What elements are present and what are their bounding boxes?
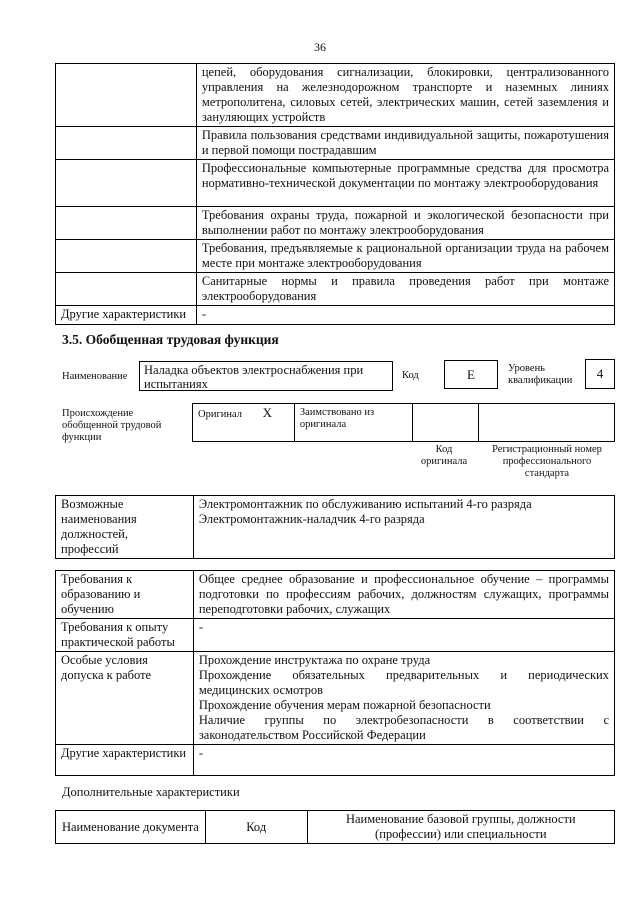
row-label (56, 127, 197, 160)
req-label: Другие характеристики (56, 745, 194, 776)
positions-table (55, 495, 615, 559)
origin-table (192, 403, 615, 442)
row-label (56, 64, 197, 127)
row-label (56, 273, 197, 306)
row-label (56, 240, 197, 273)
table-row (56, 745, 615, 776)
row-label (56, 160, 197, 207)
req-label: Особые условия допуска к работе (56, 652, 194, 745)
origin-label: Происхождение обобщенной трудовой функции (62, 408, 162, 443)
knowledge-item: Требования, предъявляемые к рациональной организации труда на рабочем месте при монтаже электрооборудования (196, 240, 614, 273)
table-row (56, 64, 615, 127)
table-row (56, 619, 615, 652)
req-label: Требования к опыту практической работы (56, 619, 194, 652)
knowledge-item: Правила пользования средствами индивидуальной защиты, пожаротушения и первой помощи пострадавшим (196, 127, 614, 160)
table-row (193, 404, 615, 442)
level-label: Уровень квалификации (508, 363, 573, 386)
original-label: Оригинал (198, 409, 242, 420)
table-row (56, 306, 615, 325)
level-value: 4 (596, 366, 604, 381)
additional-title: Дополнительные характеристики (62, 785, 240, 799)
table-row (56, 571, 615, 619)
req-item: Наличие группы по электробезопасности в соответствии с законодательством Российской Федерации (198, 713, 609, 742)
table-row (56, 273, 615, 306)
requirements-table (55, 570, 615, 776)
table-row (56, 811, 615, 844)
table-row (56, 207, 615, 240)
knowledge-item: цепей, оборудования сигнализации, блокировки, централизованного управления на железнодорожном транспорте и наземных линиях метрополитена, силовых сетей, электрических машин, сетей заземления и зануляющих устройств (196, 64, 614, 127)
code-field (444, 360, 498, 389)
position-item: Электромонтажник по обслуживанию испытаний 4-го разряда (198, 497, 532, 511)
row-label (56, 207, 197, 240)
table-row (56, 652, 615, 745)
position-item: Электромонтажник-наладчик 4-го разряда (198, 512, 425, 526)
table-row (56, 240, 615, 273)
req-value: - (193, 619, 614, 652)
original-cell (193, 404, 295, 442)
row-label: Другие характеристики (56, 306, 197, 325)
reg-number-cell (479, 404, 615, 442)
col-code-header: Код (205, 811, 307, 844)
knowledge-item: Санитарные нормы и правила проведения работ при монтаже электрооборудования (196, 273, 614, 306)
req-item: Прохождение обязательных предварительных и периодических медицинских осмотров (198, 668, 609, 697)
positions-label: Возможные наименования должностей, профессий (56, 496, 194, 559)
req-value: Общее среднее образование и профессиональное обучение – программы подготовки по профессиям рабочих, должностям служащих, программы переподготовки рабочих, служащих (193, 571, 614, 619)
positions-values (193, 496, 614, 559)
table-row (56, 496, 615, 559)
code-value: E (467, 367, 475, 382)
original-mark: X (262, 405, 273, 420)
req-item: Прохождение обучения мерам пожарной безопасности (198, 698, 491, 712)
req-label: Требования к образованию и обучению (56, 571, 194, 619)
origin-code-cell (412, 404, 479, 442)
name-value: Наладка объектов электроснабжения при испытаниях (144, 363, 364, 391)
page-number: 36 (314, 40, 326, 54)
col-doc-header: Наименование документа (56, 811, 206, 844)
level-field (585, 359, 615, 389)
name-label: Наименование (62, 371, 128, 382)
code-label: Код (402, 370, 419, 381)
section-title: 3.5. Обобщенная трудовая функция (62, 332, 279, 347)
col-group-header: Наименование базовой группы, должности (профессии) или специальности (307, 811, 614, 844)
row-value: - (196, 306, 614, 325)
table-row (56, 160, 615, 207)
reg-number-caption: Регистрационный номер профессионального стандарта (492, 444, 602, 479)
req-item: Прохождение инструктажа по охране труда (198, 653, 431, 667)
knowledge-table (55, 63, 615, 325)
additional-table (55, 810, 615, 844)
knowledge-item: Требования охраны труда, пожарной и экологической безопасности при выполнении работ по монтажу электрооборудования (196, 207, 614, 240)
name-field (139, 361, 393, 391)
borrowed-label: Заимствовано из оригинала (294, 404, 412, 442)
req-values (193, 652, 614, 745)
knowledge-item: Профессиональные компьютерные программные средства для просмотра нормативно-технической документации по монтажу электрооборудования (196, 160, 614, 207)
req-value: - (193, 745, 614, 776)
origin-code-caption: Код оригинала (420, 444, 468, 467)
table-row (56, 127, 615, 160)
